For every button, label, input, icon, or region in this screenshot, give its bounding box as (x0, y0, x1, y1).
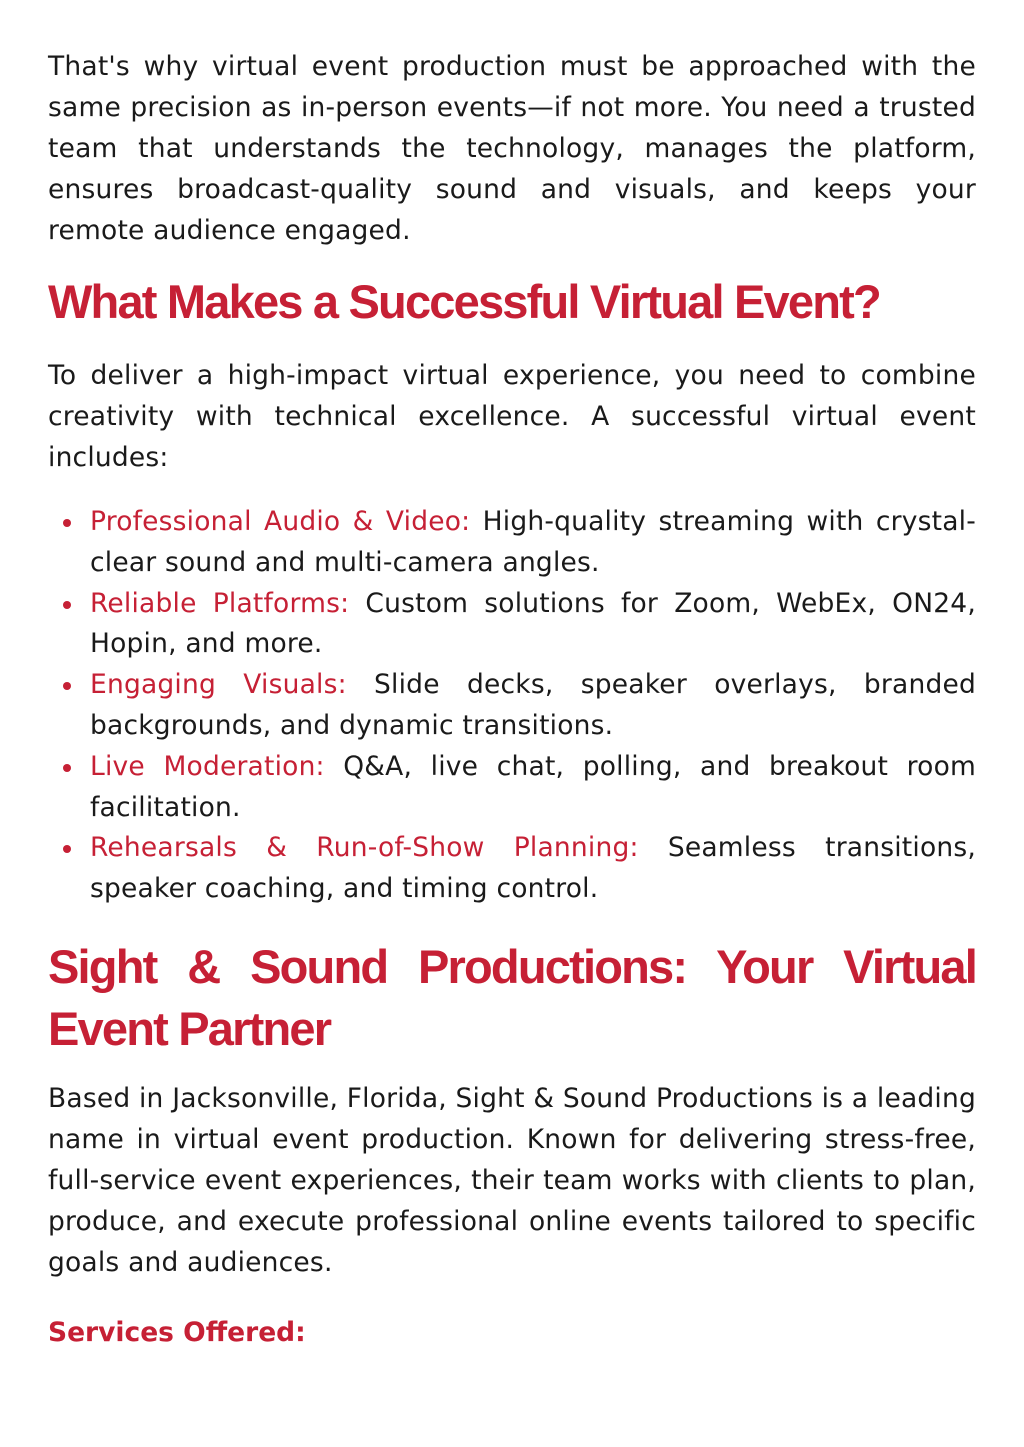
section-intro-paragraph: To deliver a high-impact virtual experience, you need to combine creativity with technical excellence. A successful virtual event includes: (48, 360, 976, 473)
services-offered-label: Services Offered: (48, 1316, 306, 1348)
feature-term: Rehearsals & Run-of-Show Planning: (90, 832, 639, 864)
document-page (48, 46, 976, 1353)
feature-item-platforms (48, 584, 976, 666)
feature-item-audio-video (48, 502, 976, 584)
feature-term: Live Moderation: (90, 750, 325, 782)
bullet-icon (63, 682, 71, 690)
feature-item-moderation (48, 747, 976, 829)
feature-description: Q&A, live chat, polling, and breakout room facilitation. (90, 750, 977, 823)
intro-paragraph: That's why virtual event production must be approached with the same precision as in-person events—if not more. You need a trusted team that understands the technology, manages the platform, ensures broadcast-quality sound and visuals, and keeps your remote audience engaged. (48, 51, 976, 246)
section-heading-event-partner: Sight & Sound Productions: Your Virtual Event Partner (48, 939, 976, 1055)
bullet-icon (63, 519, 71, 527)
bullet-icon (63, 601, 71, 609)
feature-term: Professional Audio & Video: (90, 506, 471, 537)
bullet-icon (63, 764, 71, 772)
feature-description: Seamless transitions, speaker coaching, and timing control. (90, 832, 976, 905)
feature-description: High-quality streaming with crystal-clear sound and multi-camera angles. (90, 506, 976, 578)
feature-description: Custom solutions for Zoom, WebEx, ON24, Hopin, and more. (90, 587, 976, 660)
feature-list (48, 502, 976, 910)
feature-item-rehearsals (48, 828, 976, 910)
section-heading-successful-virtual-event: What Makes a Successful Virtual Event? (48, 275, 880, 328)
company-paragraph: Based in Jacksonville, Florida, Sight & Sound Productions is a leading name in virtual event production. Known for delivering stress-free, full-service event experiences, their team works with clients to plan, produce, and execute professional online events tailored to specific goals and audiences. (48, 1082, 976, 1278)
bullet-icon (63, 845, 71, 853)
feature-term: Reliable Platforms: (90, 587, 350, 619)
feature-term: Engaging Visuals: (90, 669, 347, 701)
feature-item-visuals (48, 665, 976, 747)
feature-description: Slide decks, speaker overlays, branded backgrounds, and dynamic transitions. (90, 669, 976, 741)
